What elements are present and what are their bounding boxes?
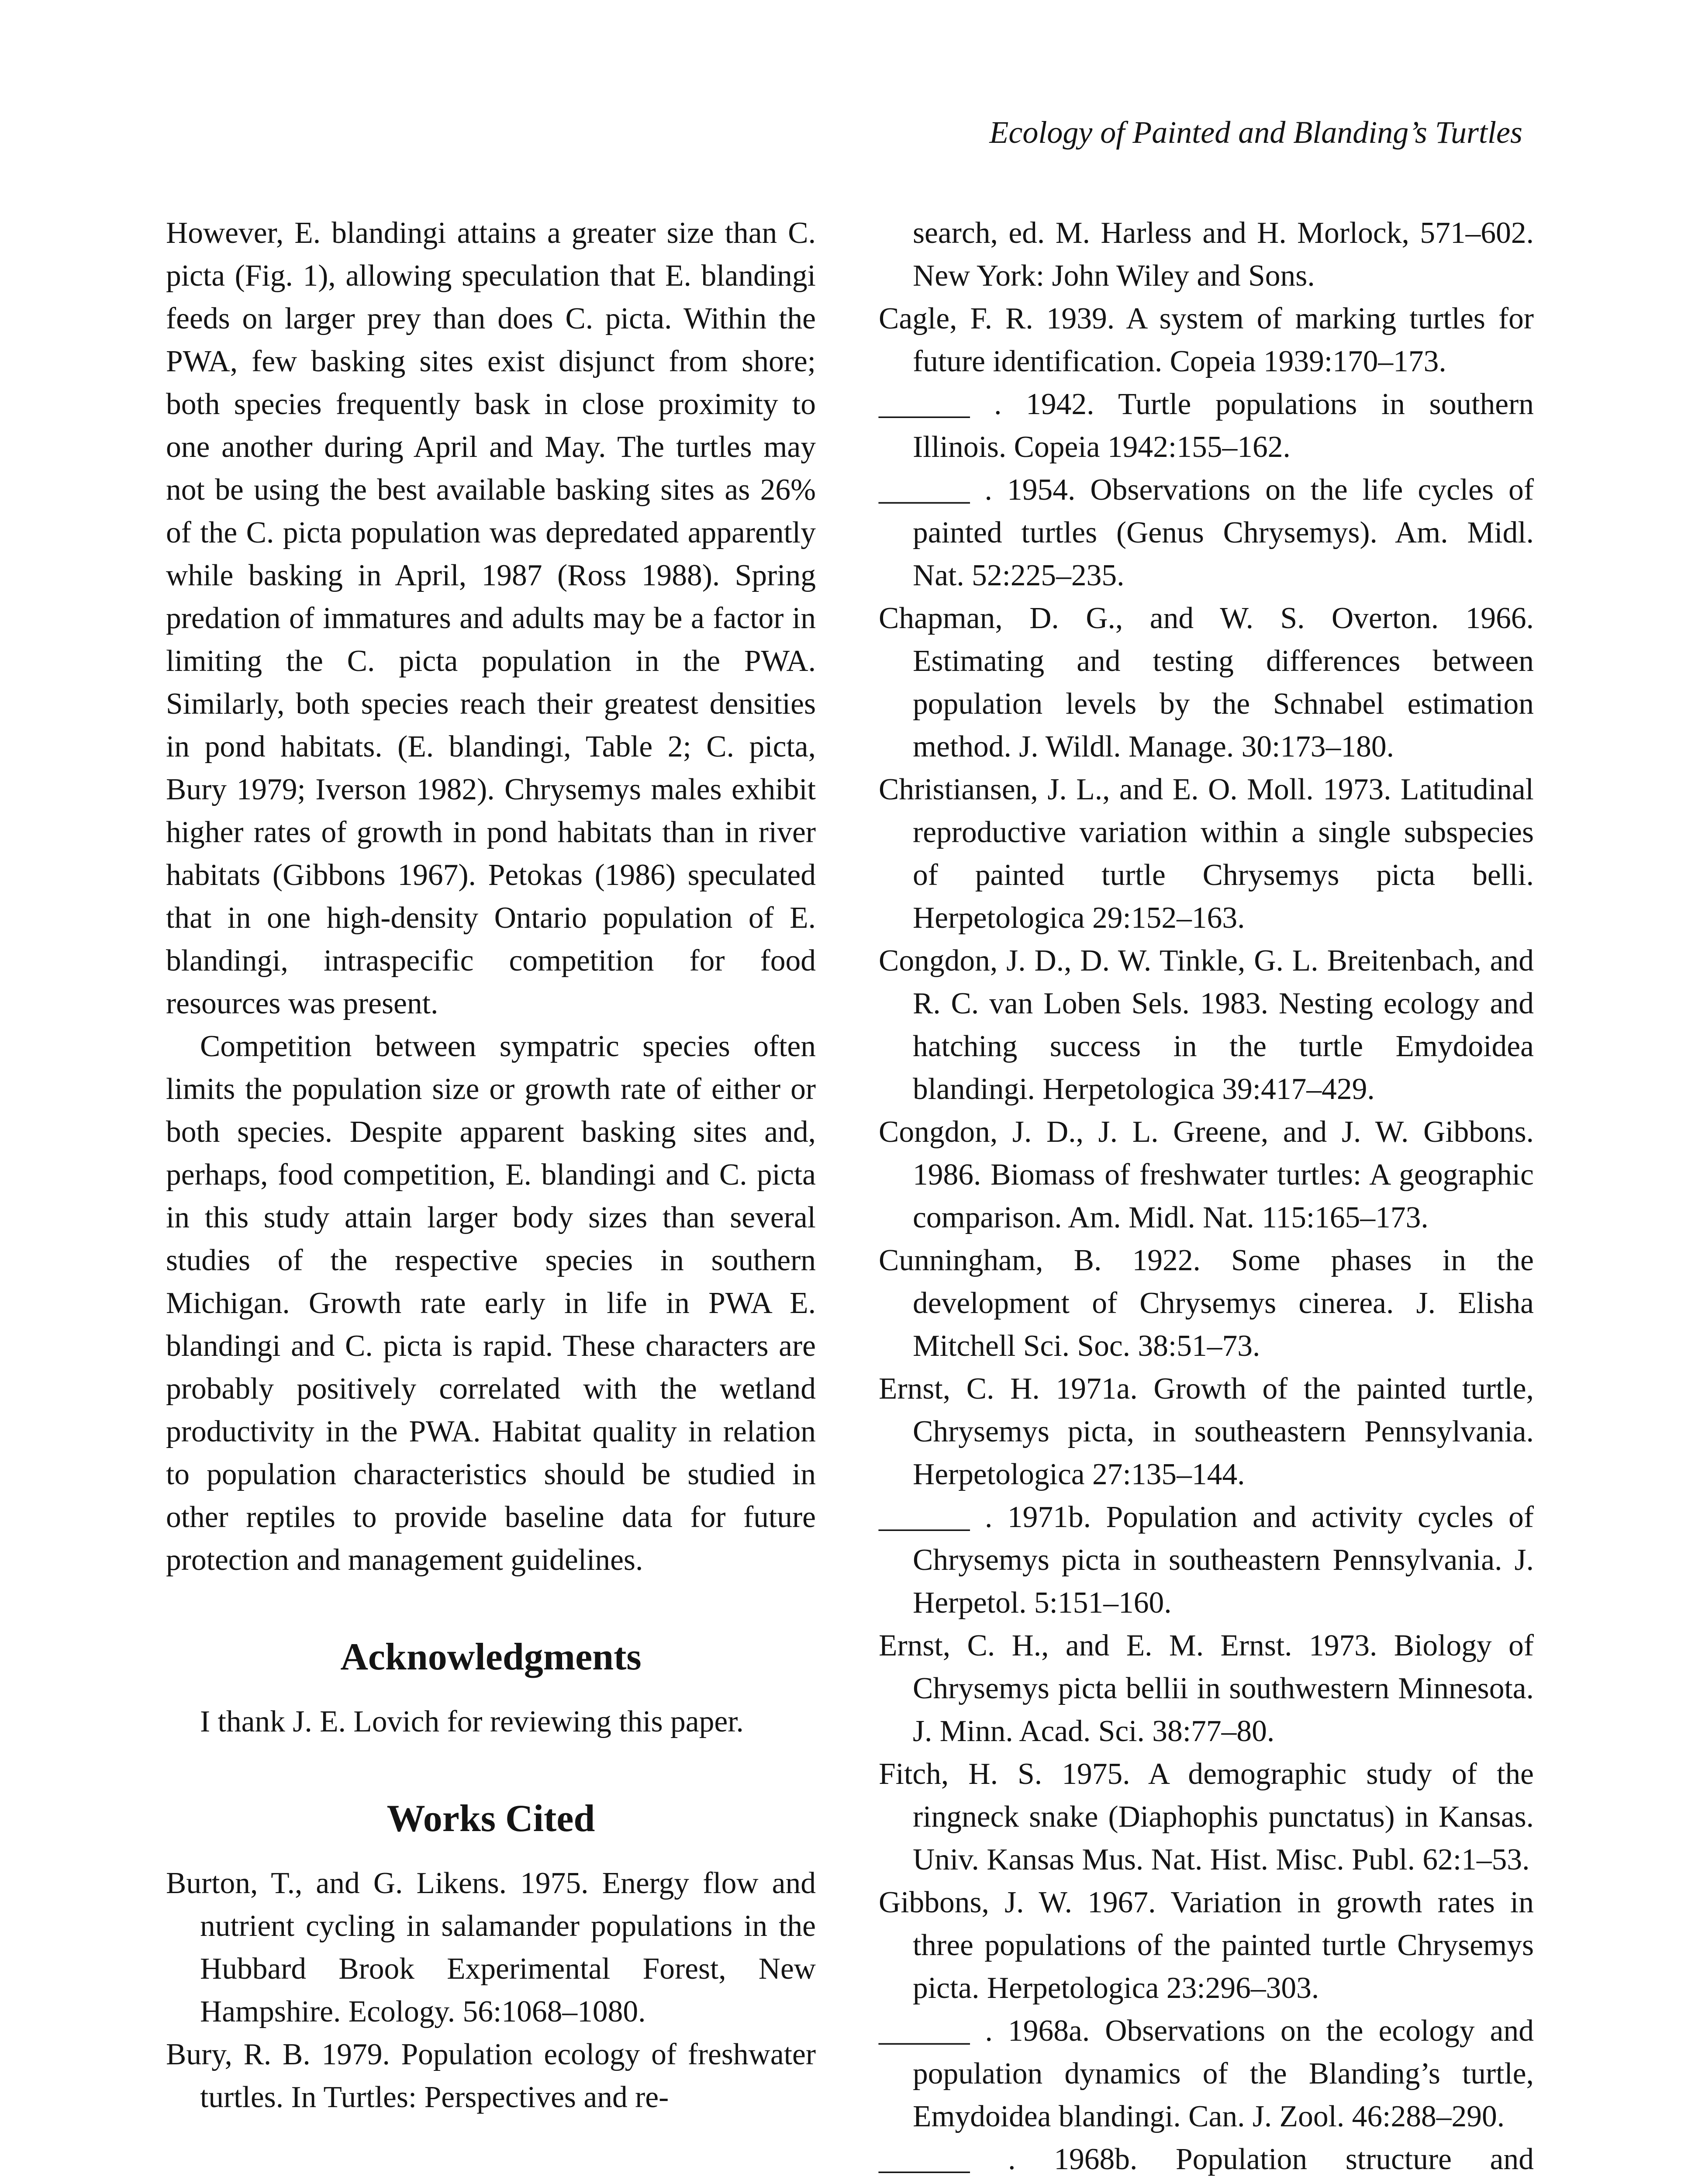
body-paragraph-2: Competition between sympatric species often limits the population size or growth rate of either or both species. Despite apparent basking sites and, perhaps, food competition, E. blandingi and C. picta in this study attain larger body sizes than several studies of the respective species in southern Michigan. Growth rate early in life in PWA E. blandingi and C. picta is rapid. These characters are probably positively correlated with the wetland productivity in the PWA. Habitat quality in relation to population characteristics should be studied in other reptiles to provide baseline data for future protection and management guidelines.: [166, 1030, 816, 1577]
reference-entry: Cunningham, B. 1922. Some phases in the development of Chrysemys cinerea. J. Elisha Mitchell Sci. Soc. 38:51–73.: [879, 1244, 1534, 1363]
reference-entry: Christiansen, J. L., and E. O. Moll. 1973. Latitudinal reproductive variation within a single subspecies of painted turtle Chrysemys picta belli. Herpetologica 29:152–163.: [879, 773, 1534, 935]
reference-entry: ______ . 1971b. Population and activity cycles of Chrysemys picta in southeastern Pennsylvania. J. Herpetol. 5:151–160.: [879, 1500, 1534, 1620]
reference-entry: ______ . 1968b. Population structure and: [879, 2143, 1534, 2176]
reference-entry: Fitch, H. S. 1975. A demographic study of the ringneck snake (Diaphophis punctatus) in Kansas. Univ. Kansas Mus. Nat. Hist. Misc. Publ. 62:1–53.: [879, 1757, 1534, 1876]
acknowledgments-text: I thank J. E. Lovich for reviewing this paper.: [200, 1705, 744, 1738]
reference-entry: Bury, R. B. 1979. Population ecology of freshwater turtles. In Turtles: Perspectives and re-: [166, 2038, 816, 2114]
left-column: [166, 212, 816, 2119]
body-paragraph-1: However, E. blandingi attains a greater size than C. picta (Fig. 1), allowing speculation that E. blandingi feeds on larger prey than does C. picta. Within the PWA, few basking sites exist disjunct from shore; both species frequently bask in close proximity to one another during April and May. The turtles may not be using the best available basking sites as 26% of the C. picta population was depredated apparently while basking in April, 1987 (Ross 1988). Spring predation of immatures and adults may be a factor in limiting the C. picta population in the PWA. Similarly, both species reach their greatest densities in pond habitats. (E. blandingi, Table 2; C. picta, Bury 1979; Iverson 1982). Chrysemys males exhibit higher rates of growth in pond habitats than in river habitats (Gibbons 1967). Petokas (1986) speculated that in one high-density Ontario population of E. blandingi, intraspecific competition for food resources was present.: [166, 216, 816, 1020]
reference-entry: Congdon, J. D., D. W. Tinkle, G. L. Breitenbach, and R. C. van Loben Sels. 1983. Nesting ecology and hatching success in the turtle Emydoidea blandingi. Herpetologica 39:417–429.: [879, 944, 1534, 1106]
reference-entry: Cagle, F. R. 1939. A system of marking turtles for future identification. Copeia 1939:170–173.: [879, 302, 1534, 378]
reference-entry: ______ . 1968a. Observations on the ecology and population dynamics of the Blanding’s turtle, Emydoidea blandingi. Can. J. Zool. 46:288–290.: [879, 2014, 1534, 2133]
reference-entry: Congdon, J. D., J. L. Greene, and J. W. Gibbons. 1986. Biomass of freshwater turtles: A geographic comparison. Am. Midl. Nat. 115:165–173.: [879, 1115, 1534, 1234]
reference-entry: Gibbons, J. W. 1967. Variation in growth rates in three populations of the painted turtle Chrysemys picta. Herpetologica 23:296–303.: [879, 1886, 1534, 2005]
reference-entry: ______ . 1942. Turtle populations in southern Illinois. Copeia 1942:155–162.: [879, 387, 1534, 464]
reference-entry: search, ed. M. Harless and H. Morlock, 571–602. New York: John Wiley and Sons.: [913, 216, 1534, 293]
works-cited-heading: Works Cited: [387, 1797, 595, 1840]
reference-entry: Burton, T., and G. Likens. 1975. Energy flow and nutrient cycling in salamander populations in the Hubbard Brook Experimental Forest, New Hampshire. Ecology. 56:1068–1080.: [166, 1866, 816, 2028]
reference-entry: Chapman, D. G., and W. S. Overton. 1966. Estimating and testing differences between population levels by the Schnabel estimation method. J. Wildl. Manage. 30:173–180.: [879, 601, 1534, 764]
right-column: [879, 212, 1534, 2184]
running-head: Ecology of Painted and Blanding’s Turtles: [989, 115, 1522, 150]
acknowledgments-heading: Acknowledgments: [340, 1636, 642, 1678]
reference-entry: Ernst, C. H., and E. M. Ernst. 1973. Biology of Chrysemys picta bellii in southwestern Minnesota. J. Minn. Acad. Sci. 38:77–80.: [879, 1629, 1534, 1748]
reference-entry: Ernst, C. H. 1971a. Growth of the painted turtle, Chrysemys picta, in southeastern Pennsylvania. Herpetologica 27:135–144.: [879, 1372, 1534, 1491]
reference-entry: ______ . 1954. Observations on the life cycles of painted turtles (Genus Chrysemys). Am. Midl. Nat. 52:225–235.: [879, 473, 1534, 592]
